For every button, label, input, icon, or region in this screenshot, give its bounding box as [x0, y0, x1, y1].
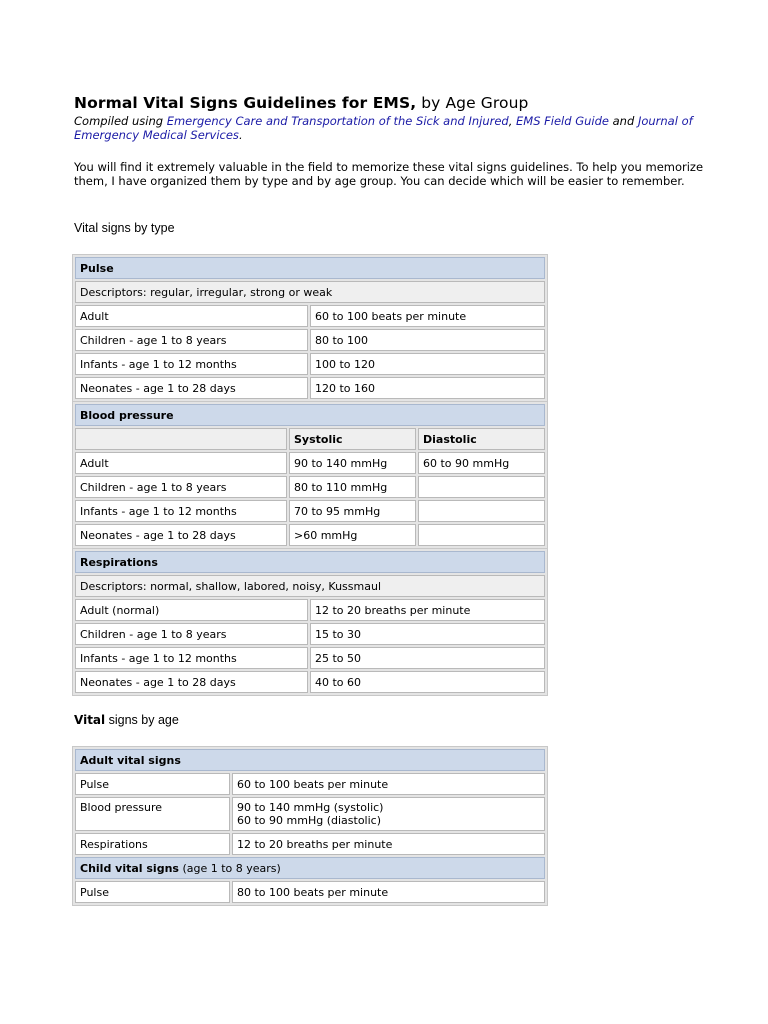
row-label: Respirations	[75, 833, 230, 855]
row-label: Adult	[75, 452, 287, 474]
row-label: Adult (normal)	[75, 599, 308, 621]
table-row	[75, 329, 545, 351]
page-title	[74, 94, 528, 112]
source-link-jems[interactable]: Journal of Emergency Medical Services	[74, 114, 693, 142]
row-value: 120 to 160	[310, 377, 545, 399]
bp-systolic-line: 90 to 140 mmHg (systolic)	[237, 801, 384, 814]
pulse-table	[72, 254, 548, 402]
source-link-emergency-care[interactable]: Emergency Care and Transportation of the Sick and Injured	[166, 114, 509, 128]
row-systolic: 70 to 95 mmHg	[289, 500, 416, 522]
row-value: 40 to 60	[310, 671, 545, 693]
row-label: Adult	[75, 305, 308, 327]
row-label: Neonates - age 1 to 28 days	[75, 377, 308, 399]
row-label: Infants - age 1 to 12 months	[75, 500, 287, 522]
blood-pressure-table	[72, 401, 548, 549]
table-row	[75, 305, 545, 327]
bp-col-diastolic: Diastolic	[418, 428, 545, 450]
table-row	[75, 773, 545, 795]
row-diastolic	[418, 524, 545, 546]
table-row	[75, 599, 545, 621]
sources-separator: ,	[508, 114, 517, 128]
table-row	[75, 647, 545, 669]
vital-signs-by-age-table	[72, 746, 548, 906]
row-label: Children - age 1 to 8 years	[75, 329, 308, 351]
sources-suffix: .	[238, 128, 243, 142]
bp-empty-header-cell	[75, 428, 287, 450]
sources-line	[74, 114, 714, 142]
row-label: Neonates - age 1 to 28 days	[75, 524, 287, 546]
resp-header: Respirations	[75, 551, 545, 573]
pulse-header: Pulse	[75, 257, 545, 279]
row-label: Pulse	[75, 773, 230, 795]
pulse-descriptors: Descriptors: regular, irregular, strong or weak	[75, 281, 545, 303]
sources-separator: and	[608, 114, 638, 128]
title-bold-part: Normal Vital Signs Guidelines for EMS,	[74, 94, 417, 112]
row-label: Blood pressure	[75, 797, 230, 831]
row-label: Children - age 1 to 8 years	[75, 476, 287, 498]
row-systolic: 90 to 140 mmHg	[289, 452, 416, 474]
table-row	[75, 524, 545, 546]
table-row	[75, 881, 545, 903]
table-row	[75, 500, 545, 522]
section-heading-by-type: Vital signs by type	[74, 221, 175, 235]
row-value: 80 to 100	[310, 329, 545, 351]
row-value: 12 to 20 breaths per minute	[310, 599, 545, 621]
child-header-bold: Child vital signs	[80, 861, 179, 875]
child-header-rest: (age 1 to 8 years)	[178, 861, 281, 875]
adult-vitals-header: Adult vital signs	[75, 749, 545, 771]
table-row	[75, 377, 545, 399]
row-value: 60 to 100 beats per minute	[310, 305, 545, 327]
bp-diastolic-line: 60 to 90 mmHg (diastolic)	[237, 814, 382, 827]
table-row	[75, 476, 545, 498]
row-value: 15 to 30	[310, 623, 545, 645]
table-row	[75, 797, 545, 831]
row-systolic: >60 mmHg	[289, 524, 416, 546]
row-systolic: 80 to 110 mmHg	[289, 476, 416, 498]
title-rest-part: by Age Group	[416, 94, 529, 112]
row-label: Infants - age 1 to 12 months	[75, 353, 308, 375]
source-link-ems-field-guide[interactable]: EMS Field Guide	[516, 114, 609, 128]
resp-descriptors: Descriptors: normal, shallow, labored, noisy, Kussmaul	[75, 575, 545, 597]
respirations-table	[72, 548, 548, 696]
table-row	[75, 623, 545, 645]
table-row	[75, 671, 545, 693]
section-heading-by-age	[74, 713, 179, 727]
row-value: 100 to 120	[310, 353, 545, 375]
bp-col-systolic: Systolic	[289, 428, 416, 450]
table-row	[75, 353, 545, 375]
row-diastolic	[418, 500, 545, 522]
row-label: Children - age 1 to 8 years	[75, 623, 308, 645]
bp-header: Blood pressure	[75, 404, 545, 426]
row-value: 12 to 20 breaths per minute	[232, 833, 545, 855]
row-diastolic: 60 to 90 mmHg	[418, 452, 545, 474]
child-vitals-header	[75, 857, 545, 879]
row-diastolic	[418, 476, 545, 498]
row-label: Infants - age 1 to 12 months	[75, 647, 308, 669]
table-row	[75, 452, 545, 474]
row-label: Pulse	[75, 881, 230, 903]
heading-rest-part: signs by age	[105, 713, 179, 727]
row-label: Neonates - age 1 to 28 days	[75, 671, 308, 693]
table-row	[75, 833, 545, 855]
sources-prefix: Compiled using	[74, 114, 167, 128]
row-value: 25 to 50	[310, 647, 545, 669]
heading-bold-part: Vital	[74, 713, 106, 727]
row-value: 80 to 100 beats per minute	[232, 881, 545, 903]
intro-paragraph: You will find it extremely valuable in the field to memorize these vital signs guidelines. To help you memorize them, I have organized them by type and by age group. You can decide which will be easier to remember.	[74, 160, 704, 188]
row-value: 60 to 100 beats per minute	[232, 773, 545, 795]
row-value	[232, 797, 545, 831]
